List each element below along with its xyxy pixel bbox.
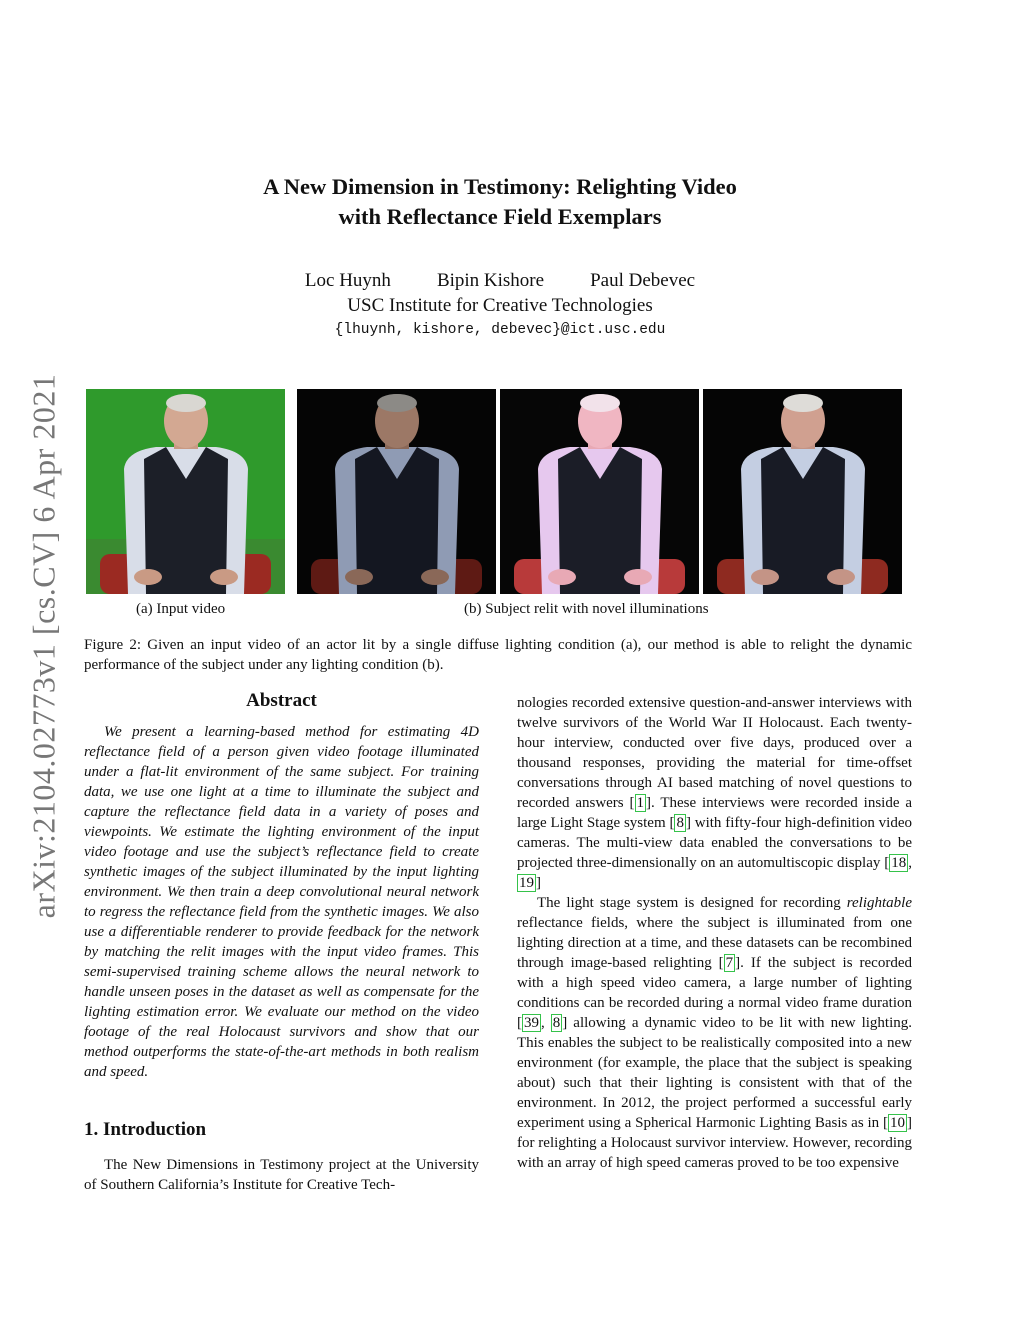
subcaption-a: (a) Input video (136, 601, 226, 617)
affiliation: USC Institute for Creative Technologies (347, 295, 653, 316)
citation-link[interactable]: 8 (676, 815, 684, 831)
abstract-text: We present a learning-based method for estimating 4D reflectance field of a person given video footage illuminated under a flat-lit environment of the same subject. For training data, we use one light at a time to illuminate the subject and capture the reflectance field data in a variety of poses and viewpoints. We estimate the lighting environment of the input video footage and use the subject’s reflectance field to create synthetic images of the subject illuminated by the input lighting environment. We then train a deep convolutional neural network to regress the reflectance field from the synthetic images. We also use a differentiable renderer to provide feedback for the network by matching the relit images with the input video frames. This semi-supervised training scheme allows the neural network to handle unseen poses in the dataset as well as compensate for the lighting estimation error. We evaluate our method on the video footage of the real Holocaust survivors and show that our method outperforms the state-of-the-art methods in both realism and speed. (84, 724, 479, 1080)
author-3: Paul Debevec (590, 270, 696, 291)
author-list (0, 270, 1000, 292)
author-1: Loc Huynh (304, 270, 391, 291)
author-2: Bipin Kishore (436, 270, 545, 291)
arxiv-identifier: arXiv:2104.02773v1 [cs.CV] 6 Apr 2021 (25, 373, 62, 919)
citation-link[interactable]: 19 (519, 875, 534, 891)
citation-link[interactable]: 7 (725, 955, 734, 971)
intro-left-column (84, 1155, 479, 1195)
subcaption-b: (b) Subject relit with novel illuminations (464, 601, 709, 617)
intro-paragraph-start: The New Dimensions in Testimony project at the University of Southern California’s Institute for Creative Tech- (84, 1157, 479, 1193)
citation-link[interactable]: 18 (891, 855, 907, 871)
figure-photo-relit-1 (297, 389, 496, 594)
section-heading-introduction: 1. Introduction (84, 1119, 207, 1140)
figure-caption: Figure 2: Given an input video of an actor lit by a single diffuse lighting condition (a), our method is able to relight the dynamic performance of the subject under any lighting condition (b). (84, 637, 912, 673)
para2-text-e: for relighting a Holocaust survivor interview. However, recording with an array of high speed cameras proved to be too expensive (517, 1135, 912, 1171)
para1-text-c: with fifty-four high-definition video cameras. The multi-view data enabled the conversations to be projected three-dimensionally on an automultiscopic display (517, 815, 912, 871)
para2-text-c: . If the subject is recorded with a high speed video camera, a large number of lighting conditions can be recorded during a normal video frame duration (517, 955, 912, 1011)
citation-link[interactable]: 10 (890, 1115, 906, 1131)
para1-text-b: . These interviews were recorded inside a large Light Stage system (517, 795, 913, 831)
title-line-2: with Reflectance Field Exemplars (338, 204, 662, 229)
para2-relightable: relightable (846, 895, 912, 911)
citation-link[interactable]: 1 (636, 795, 644, 811)
title-line-1: A New Dimension in Testimony: Relighting Video (263, 174, 737, 199)
citation-link[interactable]: 8 (552, 1015, 561, 1031)
para1-text-a: nologies recorded extensive question-and-answer interviews with twelve survivors of the World War II Holocaust. Each twenty-hour interview, conducted over five days, produced over a thousand responses, providing the material for time-offset conversations through AI based matching of novel questions to recorded answers (517, 695, 912, 811)
intro-right-column (517, 693, 912, 1173)
citation-link[interactable]: 39 (524, 1015, 539, 1031)
intro-paragraph-2: The light stage system is designed for recording relightable reflectance fields, where the subject is illuminated from one lighting direction at a time, and these datasets can be recombined through image-based relighting [ 7 ]. If the subject is recorded with a high speed video camera, a large number of lighting conditions can be recorded during a normal video frame duration [ 39 , 8 ] allowing a dynamic video to be lit with new lighting. This enables the subject to be realistically composited into a new environment (for example, the place that the subject is speaking about) such that their lighting is consistent with that of the environment. In 2012, the project performed a successful early experiment using a Spherical Harmonic Lighting Basis as in [ 10 ] for relighting a Holocaust survivor interview. However, recording with an array of high speed cameras proved to be too expensive (517, 895, 913, 1171)
intro-paragraph-continued: nologies recorded extensive question-and-answer interviews with twelve survivors of the World War II Holocaust. Each twenty-hour interview, conducted over five days, produced over a thousand responses, providing the material for time-offset conversations through AI based matching of novel questions to recorded answers [ 1 ]. These interviews were recorded inside a large Light Stage system [ 8 ] with fifty-four high-definition video cameras. The multi-view data enabled the conversations to be projected three-dimensionally on an automultiscopic display [ 18 , 19 ] (517, 695, 913, 891)
figure-photo-relit-2 (500, 389, 699, 594)
email-address: {lhuynh, kishore, debevec}@ict.usc.edu (334, 322, 666, 338)
para2-text-d: allowing a dynamic video to be lit with new lighting. This enables the subject to be realistically composited into a new environment (for example, the place that the subject is speaking about) such that their lighting is consistent with that of the environment. In 2012, the project performed a successful early experiment using a Spherical Harmonic Lighting Basis as in (517, 1015, 913, 1131)
figure-photo-input (86, 389, 285, 594)
para2-text-a: The light stage system is designed for recording (537, 895, 841, 911)
abstract-body (84, 722, 479, 1082)
figure-photo-relit-3 (703, 389, 902, 594)
paper-title (0, 172, 1000, 232)
para2-text-b: reflectance fields, where the subject is illuminated from one lighting direction at a time, and these datasets can be recombined through image-based relighting (517, 915, 912, 971)
abstract-heading: Abstract (246, 690, 317, 711)
